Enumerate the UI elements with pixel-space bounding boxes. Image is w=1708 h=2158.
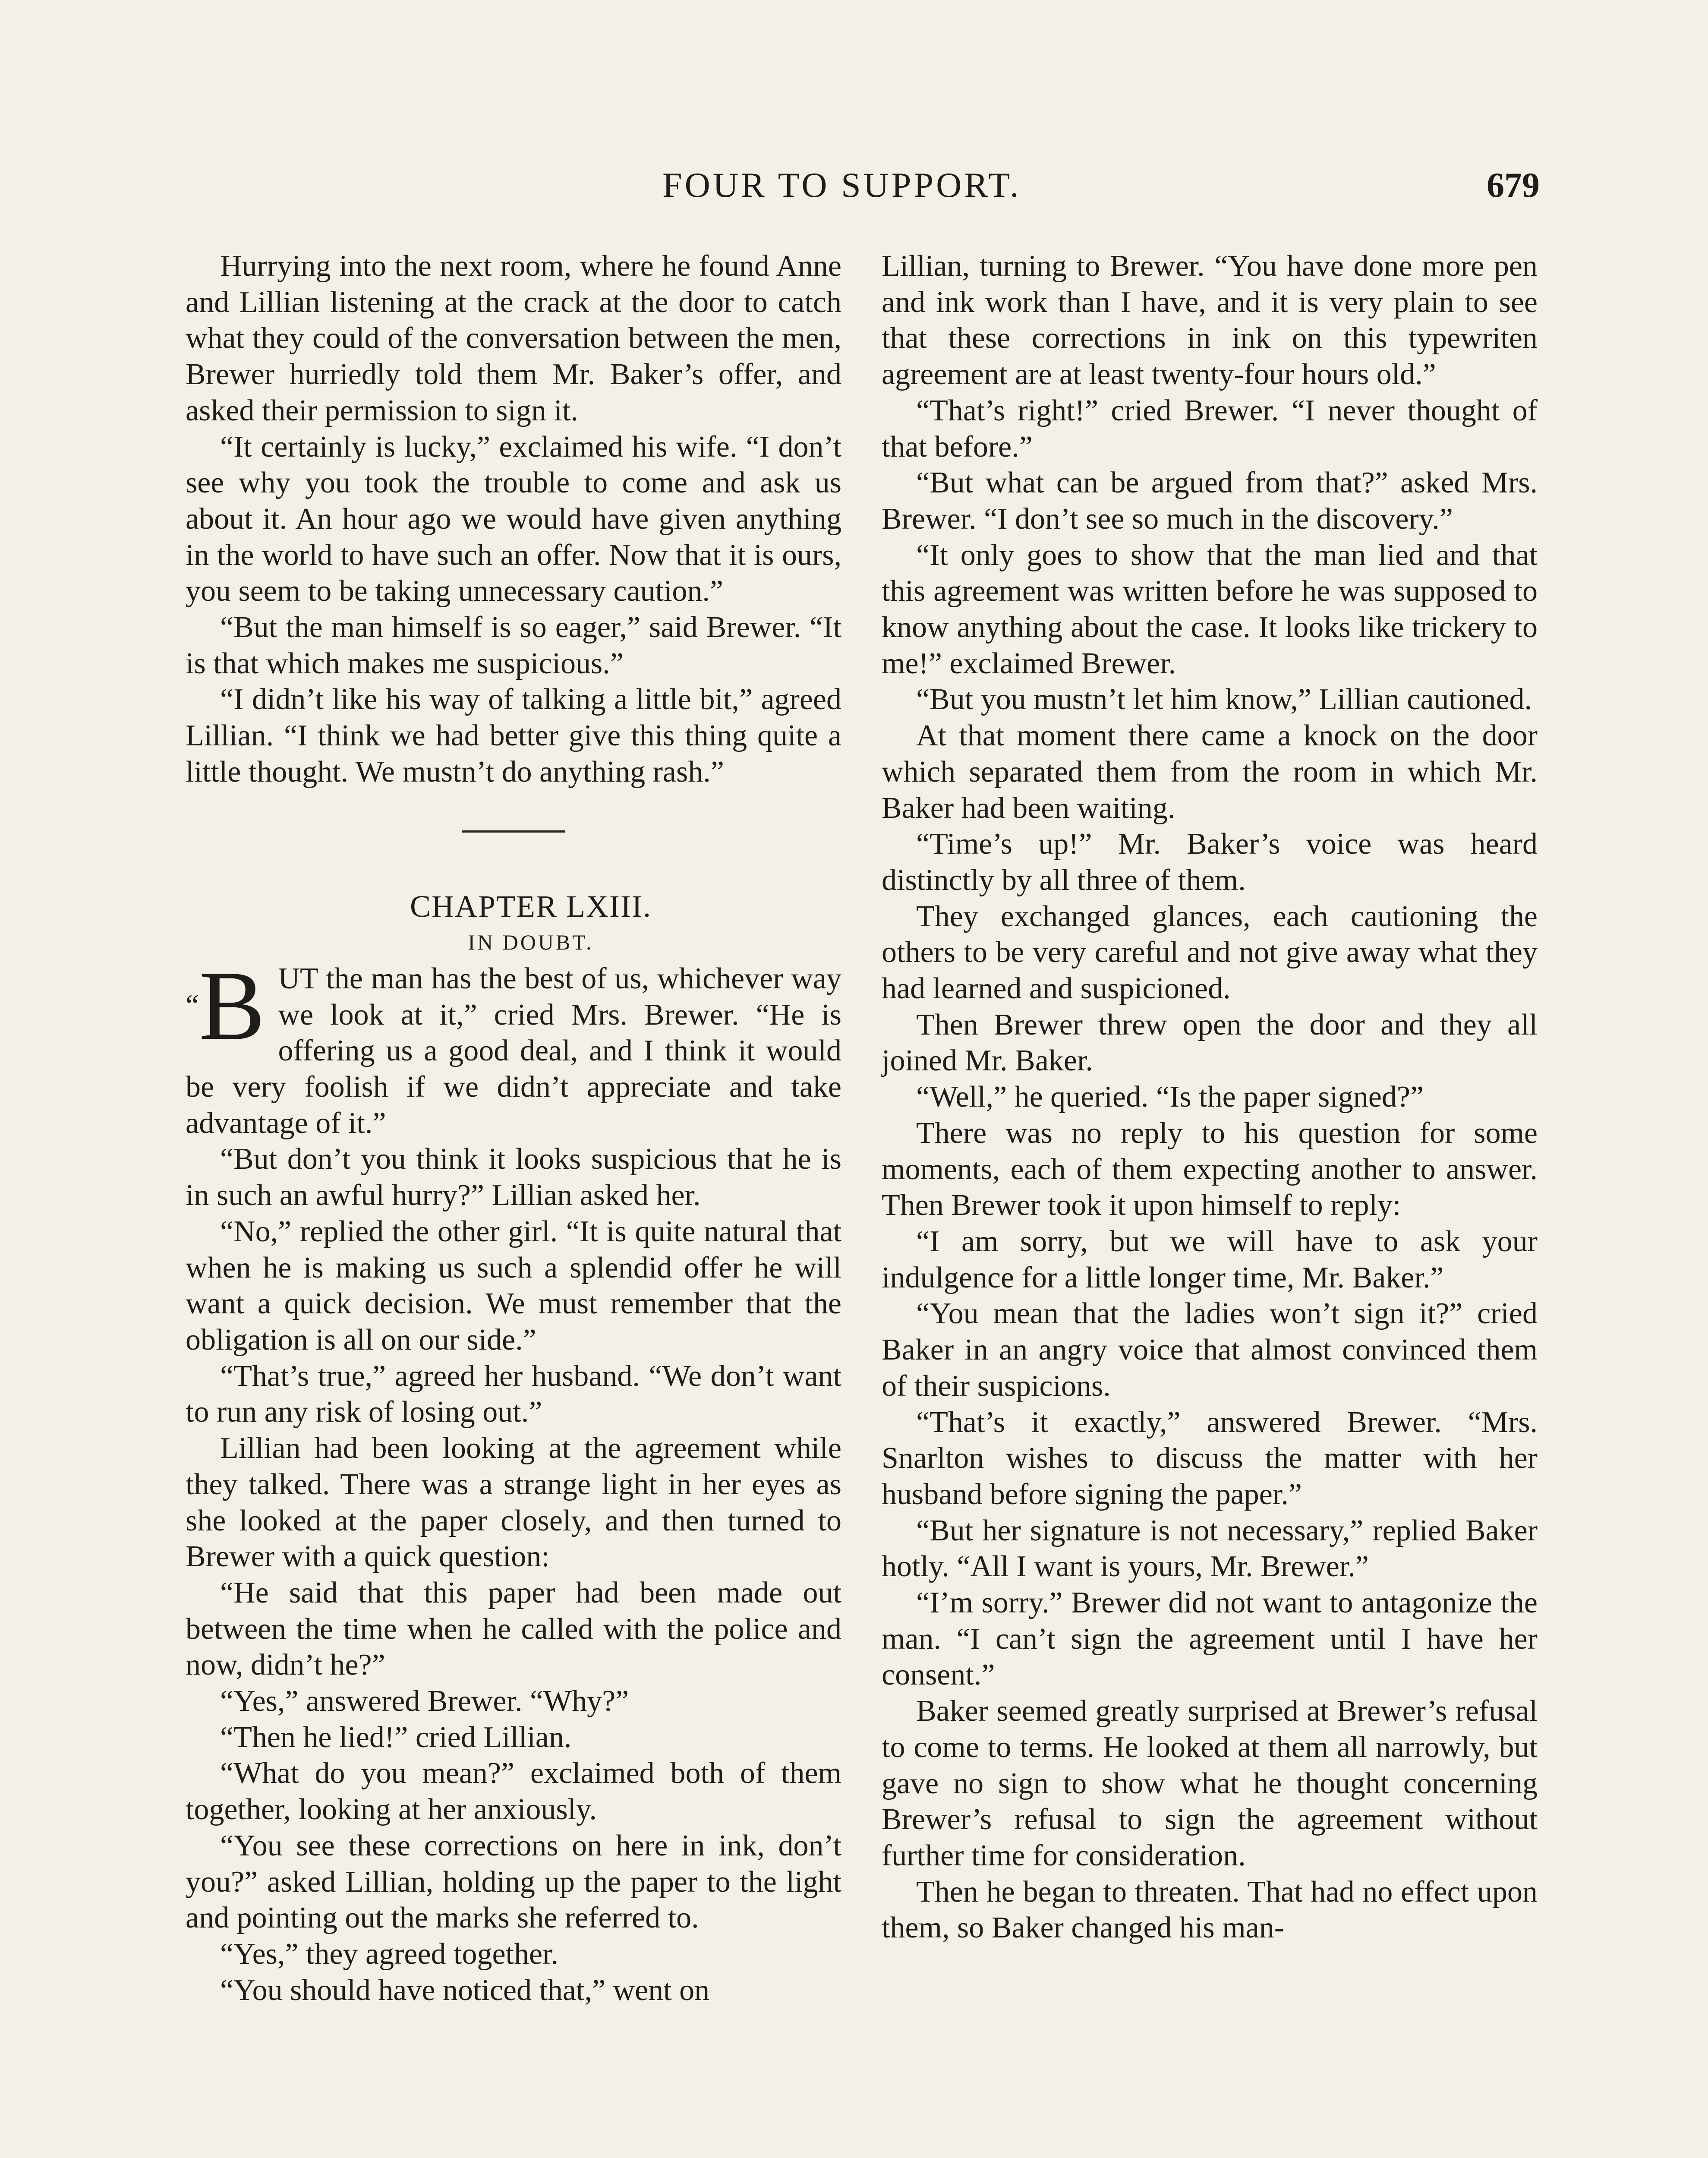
paragraph: Lillian had been looking at the agreement while they talked. There was a strange light in her eyes as she looked at the paper closely, and then turned to Brewer with a quick question: xyxy=(186,1432,841,1574)
chapter-opening-paragraph xyxy=(186,950,841,1142)
paragraph: “You should have noticed that,” went on xyxy=(220,1973,710,2007)
paragraph: “That’s true,” agreed her husband. “We don’t want to run any risk of losing out.” xyxy=(186,1359,841,1429)
section-divider xyxy=(462,830,565,833)
paragraph: Then Brewer threw open the door and they all joined Mr. Baker. xyxy=(882,1008,1538,1078)
paragraph: At that moment there came a knock on the door which separated them from the room in which Mr. Baker had been waiting. xyxy=(882,719,1538,825)
paragraph: “Then he lied!” cried Lillian. xyxy=(220,1720,572,1754)
paragraph: “Well,” he queried. “Is the paper signed?” xyxy=(916,1080,1424,1114)
paragraph: Then he began to threaten. That had no effect upon them, so Baker changed his man- xyxy=(882,1875,1538,1945)
drop-cap-quote: “ xyxy=(186,988,199,1022)
continued-paragraph: Lillian, turning to Brewer. “You have done more pen and ink work than I have, and it is very plain to see that these corrections in ink on this typewriten agreement are at least twenty-four hours old.” xyxy=(882,249,1538,391)
paragraph: “But don’t you think it looks suspicious that he is in such an awful hurry?” Lillian asked her. xyxy=(186,1142,841,1212)
paragraph: “You mean that the ladies won’t sign it?” cried Baker in an angry voice that almost convinced them of their suspicions. xyxy=(882,1297,1538,1403)
paragraph: “It certainly is lucky,” exclaimed his wife. “I don’t see why you took the trouble to come and ask us about it. An hour ago we would have given anything in the world to have such an offer. Now that it is ours, you seem to be taking unnecessary caution.” xyxy=(186,430,841,608)
paragraph: “But her signature is not necessary,” replied Baker hotly. “All I want is yours, Mr. Brewer.” xyxy=(882,1514,1538,1584)
paragraph: “That’s right!” cried Brewer. “I never thought of that before.” xyxy=(882,394,1538,464)
page-number: 679 xyxy=(1487,165,1540,205)
paragraph: “It only goes to show that the man lied and that this agreement was written before he was supposed to know anything about the case. It looks like trickery to me!” exclaimed Brewer. xyxy=(882,538,1538,680)
paragraph: “But what can be argued from that?” asked Mrs. Brewer. “I don’t see so much in the discovery.” xyxy=(882,466,1538,536)
paragraph: “Yes,” they agreed together. xyxy=(220,1937,559,1971)
paragraph: “No,” replied the other girl. “It is quite natural that when he is making us such a splendid offer he will want a quick decision. We must remember that the obligation is all on our side.” xyxy=(186,1215,841,1357)
paragraph: “I’m sorry.” Brewer did not want to antagonize the man. “I can’t sign the agreement until I have her consent.” xyxy=(882,1586,1538,1692)
paragraph: “Time’s up!” Mr. Baker’s voice was heard distinctly by all three of them. xyxy=(882,827,1538,897)
paragraph: There was no reply to his question for some moments, each of them expecting another to answer. Then Brewer took it upon himself to reply: xyxy=(882,1116,1538,1222)
paragraph: They exchanged glances, each cautioning the others to be very careful and not give away what they had learned and suspicioned. xyxy=(882,899,1538,1006)
drop-cap xyxy=(186,950,265,1060)
paragraph: “That’s it exactly,” answered Brewer. “Mrs. Snarlton wishes to discuss the matter with her husband before signing the paper.” xyxy=(882,1405,1538,1511)
drop-cap-letter: B xyxy=(199,950,265,1060)
chapter-subtitle: IN DOUBT. xyxy=(468,930,594,955)
paragraph: Hurrying into the next room, where he found Anne and Lillian listening at the crack at the door to catch what they could of the conversation between the men, Brewer hurriedly told them Mr. Baker’s offer, and asked their permission to sign it. xyxy=(186,249,841,427)
paragraph: “But you mustn’t let him know,” Lillian cautioned. xyxy=(916,683,1532,716)
paragraph: “What do you mean?” exclaimed both of them together, looking at her anxiously. xyxy=(186,1757,841,1827)
paragraph: Baker seemed greatly surprised at Brewer’s refusal to come to terms. He looked at them all narrowly, but gave no sign to show what he thought concerning Brewer’s refusal to sign the agreement without further time for consideration. xyxy=(882,1694,1538,1872)
paragraph: “Yes,” answered Brewer. “Why?” xyxy=(220,1685,629,1718)
opening-text: UT the man has the best of us, whichever way we look at it,” cried Mrs. Brewer. “He is offering us a good deal, and I think it would be very foolish if we didn’t appreciate and take advantage of it.” xyxy=(186,962,841,1140)
right-column xyxy=(882,248,1538,1946)
chapter-title: CHAPTER LXIII. xyxy=(410,889,652,924)
paragraph: “You see these corrections on here in ink, don’t you?” asked Lillian, holding up the paper to the light and pointing out the marks she referred to. xyxy=(186,1829,841,1935)
running-title: FOUR TO SUPPORT. xyxy=(662,165,1021,205)
paragraph: “But the man himself is so eager,” said Brewer. “It is that which makes me suspicious.” xyxy=(186,611,841,680)
paragraph: “I didn’t like his way of talking a little bit,” agreed Lillian. “I think we had better give this thing quite a little thought. We mustn’t do anything rash.” xyxy=(186,683,841,789)
paragraph: “He said that this paper had been made out between the time when he called with the police and now, didn’t he?” xyxy=(186,1576,841,1682)
left-column xyxy=(186,248,841,2008)
paragraph: “I am sorry, but we will have to ask your indulgence for a little longer time, Mr. Baker.” xyxy=(882,1224,1538,1294)
